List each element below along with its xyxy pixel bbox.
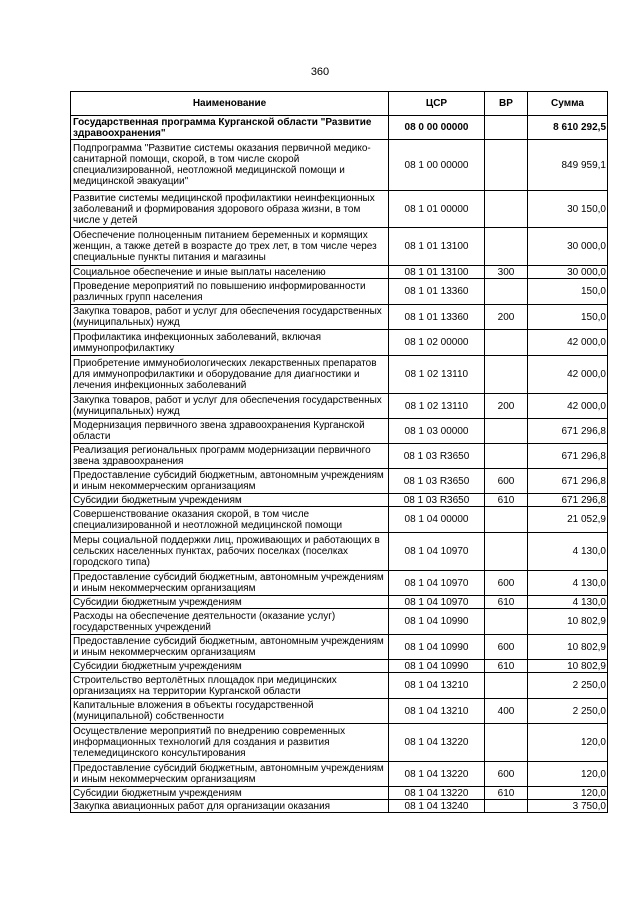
cell-name: Обеспечение полноценным питанием беременных и кормящих женщин, а также детей в возрасте до трех лет, в том числе через специальные пункты питания и магазины xyxy=(71,228,389,266)
cell-vr xyxy=(485,724,528,762)
cell-csr: 08 1 01 13360 xyxy=(389,305,485,330)
cell-sum: 120,0 xyxy=(528,787,608,800)
cell-vr xyxy=(485,507,528,533)
cell-csr: 08 1 04 13220 xyxy=(389,787,485,800)
budget-table xyxy=(70,91,608,813)
table-row xyxy=(71,494,608,507)
cell-vr: 300 xyxy=(485,266,528,279)
page-number: 360 xyxy=(310,66,330,78)
cell-vr xyxy=(485,419,528,444)
header-csr: ЦСР xyxy=(389,92,485,116)
table-row xyxy=(71,724,608,762)
cell-csr: 08 1 04 10990 xyxy=(389,609,485,635)
cell-sum: 8 610 292,5 xyxy=(528,116,608,140)
cell-vr: 610 xyxy=(485,660,528,673)
cell-csr: 08 1 04 13240 xyxy=(389,800,485,813)
cell-sum: 42 000,0 xyxy=(528,330,608,356)
cell-vr: 600 xyxy=(485,571,528,596)
cell-name: Развитие системы медицинской профилактики неинфекционных заболеваний и формирования здорового образа жизни, в том числе у детей xyxy=(71,191,389,228)
cell-name: Реализация региональных программ модернизации первичного звена здравоохранения xyxy=(71,444,389,469)
table-row xyxy=(71,609,608,635)
cell-name: Государственная программа Курганской области "Развитие здравоохранения" xyxy=(71,116,389,140)
cell-vr xyxy=(485,330,528,356)
cell-sum: 4 130,0 xyxy=(528,571,608,596)
cell-vr xyxy=(485,444,528,469)
cell-csr: 08 1 02 00000 xyxy=(389,330,485,356)
cell-csr: 08 1 01 13360 xyxy=(389,279,485,305)
cell-vr: 600 xyxy=(485,469,528,494)
table-row xyxy=(71,507,608,533)
cell-vr xyxy=(485,228,528,266)
header-name: Наименование xyxy=(71,92,389,116)
cell-vr xyxy=(485,140,528,191)
cell-csr: 08 1 04 13220 xyxy=(389,724,485,762)
cell-name: Осуществление мероприятий по внедрению современных информационных технологий для создания и развития телемедицинского консультирования xyxy=(71,724,389,762)
cell-sum: 120,0 xyxy=(528,762,608,787)
cell-name: Субсидии бюджетным учреждениям xyxy=(71,787,389,800)
cell-csr: 08 1 03 R3650 xyxy=(389,469,485,494)
cell-sum: 42 000,0 xyxy=(528,356,608,394)
cell-csr: 08 1 02 13110 xyxy=(389,356,485,394)
header-vr: ВР xyxy=(485,92,528,116)
cell-sum: 42 000,0 xyxy=(528,394,608,419)
cell-name: Строительство вертолётных площадок при медицинских организациях на территории Курганской области xyxy=(71,673,389,699)
cell-csr: 08 1 04 00000 xyxy=(389,507,485,533)
cell-csr: 08 1 01 00000 xyxy=(389,191,485,228)
cell-name: Приобретение иммунобиологических лекарственных препаратов для иммунопрофилактики и оборудование для диагностики и лечения инфекционных заболеваний xyxy=(71,356,389,394)
table-row xyxy=(71,394,608,419)
table-row xyxy=(71,330,608,356)
table-row xyxy=(71,444,608,469)
table-row xyxy=(71,800,608,813)
cell-sum: 21 052,9 xyxy=(528,507,608,533)
table-row xyxy=(71,228,608,266)
cell-csr: 08 1 01 13100 xyxy=(389,228,485,266)
cell-sum: 10 802,9 xyxy=(528,609,608,635)
cell-csr: 08 1 04 13220 xyxy=(389,762,485,787)
cell-name: Капитальные вложения в объекты государственной (муниципальной) собственности xyxy=(71,699,389,724)
cell-csr: 08 1 02 13110 xyxy=(389,394,485,419)
cell-vr: 610 xyxy=(485,596,528,609)
cell-vr xyxy=(485,533,528,571)
cell-vr xyxy=(485,116,528,140)
cell-vr xyxy=(485,609,528,635)
cell-name: Меры социальной поддержки лиц, проживающих и работающих в сельских населенных пунктах, рабочих поселках (поселках городского типа) xyxy=(71,533,389,571)
cell-name: Субсидии бюджетным учреждениям xyxy=(71,660,389,673)
table-header-row xyxy=(71,92,608,116)
cell-name: Субсидии бюджетным учреждениям xyxy=(71,596,389,609)
cell-name: Субсидии бюджетным учреждениям xyxy=(71,494,389,507)
table-row xyxy=(71,787,608,800)
cell-sum: 30 150,0 xyxy=(528,191,608,228)
cell-sum: 120,0 xyxy=(528,724,608,762)
table-row xyxy=(71,762,608,787)
table-row xyxy=(71,266,608,279)
cell-vr: 400 xyxy=(485,699,528,724)
table-row xyxy=(71,469,608,494)
cell-sum: 671 296,8 xyxy=(528,444,608,469)
cell-sum: 30 000,0 xyxy=(528,228,608,266)
cell-sum: 4 130,0 xyxy=(528,533,608,571)
cell-vr: 600 xyxy=(485,635,528,660)
cell-name: Предоставление субсидий бюджетным, автономным учреждениям и иным некоммерческим организациям xyxy=(71,571,389,596)
cell-name: Расходы на обеспечение деятельности (оказание услуг) государственных учреждений xyxy=(71,609,389,635)
cell-csr: 08 1 03 R3650 xyxy=(389,494,485,507)
cell-csr: 08 1 04 13210 xyxy=(389,699,485,724)
cell-vr: 610 xyxy=(485,494,528,507)
cell-sum: 849 959,1 xyxy=(528,140,608,191)
cell-name: Предоставление субсидий бюджетным, автономным учреждениям и иным некоммерческим организациям xyxy=(71,762,389,787)
cell-vr: 610 xyxy=(485,787,528,800)
cell-sum: 2 250,0 xyxy=(528,673,608,699)
cell-vr: 200 xyxy=(485,394,528,419)
table-row xyxy=(71,533,608,571)
cell-sum: 150,0 xyxy=(528,305,608,330)
cell-name: Предоставление субсидий бюджетным, автономным учреждениям и иным некоммерческим организациям xyxy=(71,635,389,660)
cell-name: Закупка авиационных работ для организации оказания xyxy=(71,800,389,813)
cell-sum: 10 802,9 xyxy=(528,635,608,660)
table-row xyxy=(71,660,608,673)
table-body xyxy=(71,116,608,813)
cell-csr: 08 0 00 00000 xyxy=(389,116,485,140)
cell-vr xyxy=(485,356,528,394)
table-row xyxy=(71,596,608,609)
cell-name: Проведение мероприятий по повышению информированности различных групп населения xyxy=(71,279,389,305)
cell-sum: 30 000,0 xyxy=(528,266,608,279)
table-row xyxy=(71,571,608,596)
cell-name: Профилактика инфекционных заболеваний, включая иммунопрофилактику xyxy=(71,330,389,356)
cell-csr: 08 1 04 10970 xyxy=(389,571,485,596)
cell-csr: 08 1 00 00000 xyxy=(389,140,485,191)
cell-sum: 3 750,0 xyxy=(528,800,608,813)
cell-csr: 08 1 01 13100 xyxy=(389,266,485,279)
table-row xyxy=(71,279,608,305)
table-row xyxy=(71,140,608,191)
table-row xyxy=(71,305,608,330)
cell-name: Закупка товаров, работ и услуг для обеспечения государственных (муниципальных) нужд xyxy=(71,305,389,330)
cell-vr xyxy=(485,800,528,813)
cell-name: Предоставление субсидий бюджетным, автономным учреждениям и иным некоммерческим организациям xyxy=(71,469,389,494)
table-row xyxy=(71,699,608,724)
cell-csr: 08 1 04 13210 xyxy=(389,673,485,699)
cell-name: Подпрограмма "Развитие системы оказания первичной медико-санитарной помощи, скорой, в том числе скорой специализированной, неотложной медицинской помощи и медицинской эвакуации" xyxy=(71,140,389,191)
cell-csr: 08 1 03 00000 xyxy=(389,419,485,444)
table-row xyxy=(71,116,608,140)
cell-name: Совершенствование оказания скорой, в том числе специализированной и неотложной медицинской помощи xyxy=(71,507,389,533)
cell-name: Модернизация первичного звена здравоохранения Курганской области xyxy=(71,419,389,444)
table-row xyxy=(71,419,608,444)
cell-sum: 10 802,9 xyxy=(528,660,608,673)
cell-sum: 671 296,8 xyxy=(528,419,608,444)
cell-csr: 08 1 04 10990 xyxy=(389,660,485,673)
cell-csr: 08 1 04 10970 xyxy=(389,533,485,571)
cell-name: Социальное обеспечение и иные выплаты населению xyxy=(71,266,389,279)
cell-csr: 08 1 03 R3650 xyxy=(389,444,485,469)
cell-sum: 2 250,0 xyxy=(528,699,608,724)
cell-sum: 671 296,8 xyxy=(528,469,608,494)
cell-sum: 150,0 xyxy=(528,279,608,305)
cell-vr: 200 xyxy=(485,305,528,330)
table-row xyxy=(71,635,608,660)
cell-csr: 08 1 04 10970 xyxy=(389,596,485,609)
table-row xyxy=(71,356,608,394)
cell-name: Закупка товаров, работ и услуг для обеспечения государственных (муниципальных) нужд xyxy=(71,394,389,419)
cell-sum: 4 130,0 xyxy=(528,596,608,609)
cell-vr xyxy=(485,279,528,305)
table-row xyxy=(71,673,608,699)
cell-vr xyxy=(485,673,528,699)
cell-sum: 671 296,8 xyxy=(528,494,608,507)
header-sum: Сумма xyxy=(528,92,608,116)
cell-vr xyxy=(485,191,528,228)
cell-csr: 08 1 04 10990 xyxy=(389,635,485,660)
cell-vr: 600 xyxy=(485,762,528,787)
table-row xyxy=(71,191,608,228)
